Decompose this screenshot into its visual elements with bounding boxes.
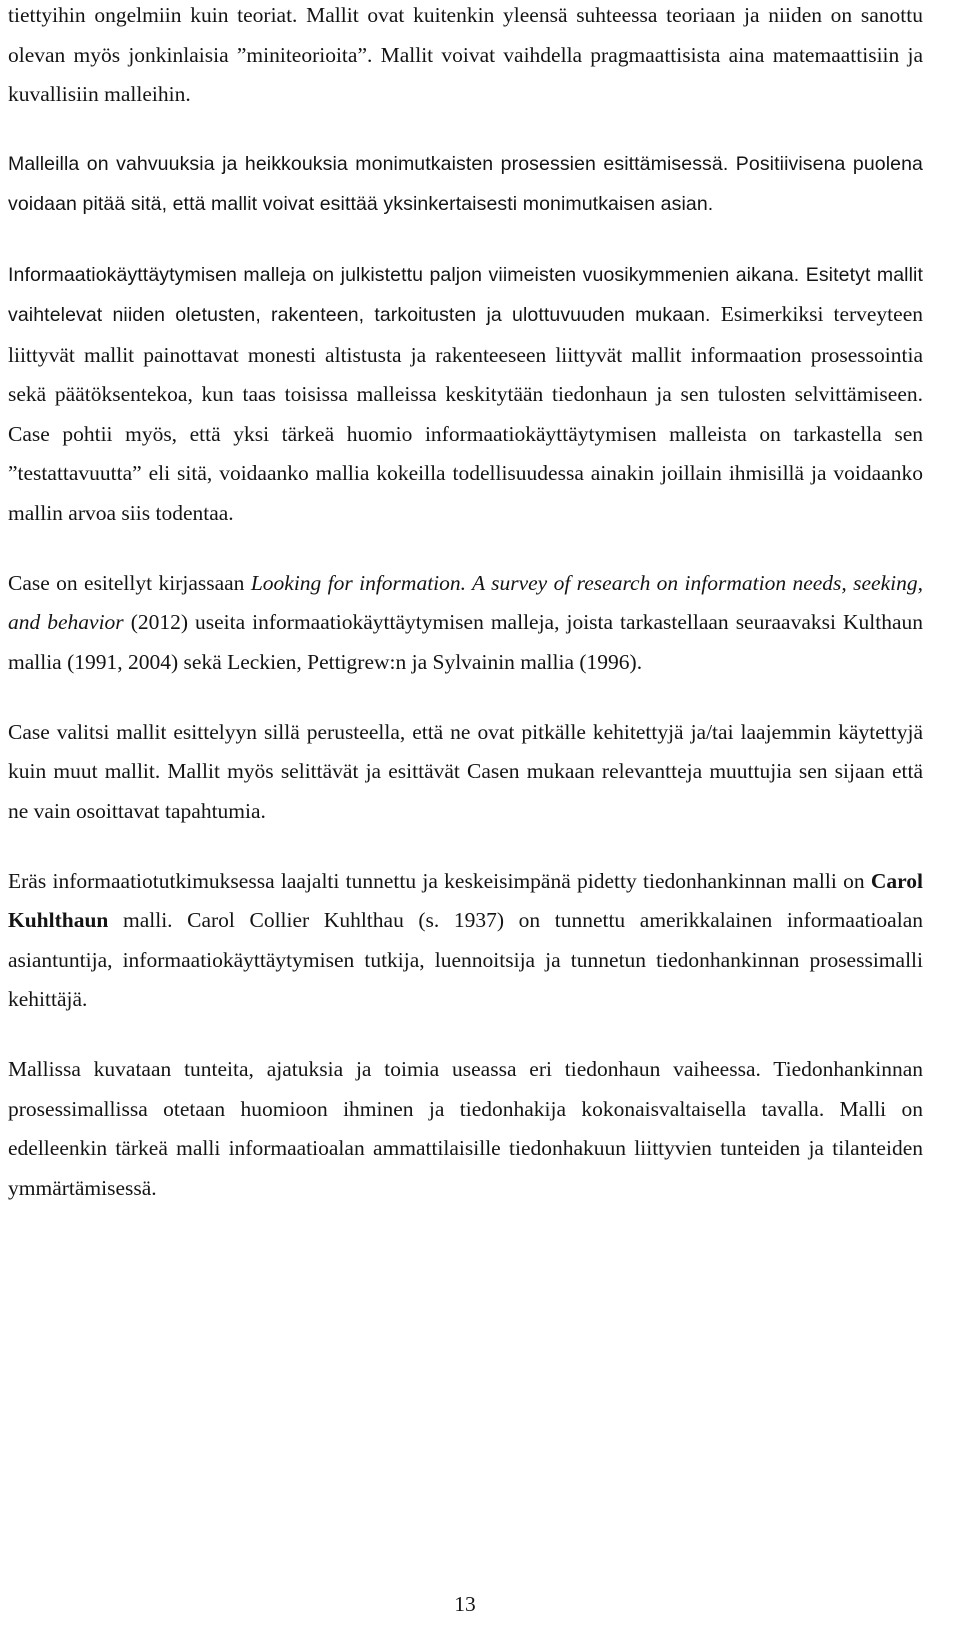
paragraph-case-book [8,564,923,683]
paragraph-text: Case on esitellyt kirjassaan [8,570,251,595]
paragraph-text: Malleilla on vahvuuksia ja heikkouksia monimutkaisten prosessien esittämisessä. Positiivisena puolena voidaan pitää sitä, että mallit voivat esittää yksinkertaisesti monimutkaisen asian. [8,153,923,215]
paragraph-text: Mallissa kuvataan tunteita, ajatuksia ja toimia useassa eri tiedonhaun vaiheessa. Tiedonhankinnan prosessimallissa otetaan huomioon ihminen ja tiedonhakija kokonaisvaltaisella tavalla. Malli on edelleenkin tärkeä malli informaatioalan ammattilaisille tiedonhakuun liittyvien tunteiden ja tilanteiden ymmärtämisessä. [8,1057,923,1200]
paragraph-text: Case valitsi mallit esittelyyn sillä perusteella, että ne ovat pitkälle kehitettyjä ja/tai laajemmin käytettyjä kuin muut mallit. Mallit myös selittävät ja esittävät Casen mukaan relevantteja muuttujia sen sijaan että ne vain osoittavat tapahtumia. [8,719,923,823]
author-name: Carol Kuhlthaun [8,868,923,932]
paragraph-case-selection [8,713,923,832]
paragraph-published-models [8,255,923,534]
paragraph-kuhlthau-intro [8,862,923,1020]
paragraph-text: (2012) useita informaatiokäyttäytymisen malleja, joista tarkastellaan seuraavaksi Kulthaun mallia (1991, 2004) sekä Leckien, Pettigrew:n ja Sylvainin mallia (1996). [8,610,923,674]
document-page [8,0,923,1239]
paragraph-strengths-weaknesses [8,145,923,224]
paragraph-models-theory [8,0,923,115]
paragraph-text: Eräs informaatiotutkimuksessa laajalti tunnettu ja keskeisimpänä pidetty tiedonhankinnan malli on [8,868,871,893]
book-title: Looking for information. A survey of research on information needs, seeking, and behavior [8,570,923,634]
paragraph-text: tiettyihin ongelmiin kuin teoriat. Mallit ovat kuitenkin yleensä suhteessa teoriaan ja niiden on sanottu olevan myös jonkinlaisia ”miniteorioita”. Mallit voivat vaihdella pragmaattisista aina matemaattisiin ja kuvallisiin malleihin. [8,3,923,106]
page-number: 13 [454,1592,476,1616]
paragraph-text: Esimerkiksi terveyteen liittyvät mallit painottavat monesti altistusta ja rakenteeseen liittyvät mallit informaation prosessointia sekä päätöksentekoa, kun taas toisissa malleissa keskitytään tiedonhaun ja sen tulosten selvittämiseen. Case pohtii myös, että yksi tärkeä huomio informaatiokäyttäytymisen malleista on tarkastella sen ”testattavuutta” eli sitä, voidaanko mallia kokeilla todellisuudessa ainakin joillain ihmisillä ja voidaanko mallin arvoa siis todentaa. [8,302,923,525]
paragraph-model-description [8,1050,923,1208]
paragraph-text: malli. Carol Collier Kuhlthau (s. 1937) on tunnettu amerikkalainen informaatioalan asiantuntija, informaatiokäyttäytymisen tutkija, luennoitsija ja tunnetun tiedonhankinnan prosessimalli kehittäjä. [8,908,923,1011]
paragraph-text: Informaatiokäyttäytymisen malleja on julkistettu paljon viimeisten vuosikymmenien aikana. Esitetyt mallit vaihtelevat niiden oletusten, rakenteen, tarkoitusten ja ulottuvuuden mukaan. [8,263,923,326]
